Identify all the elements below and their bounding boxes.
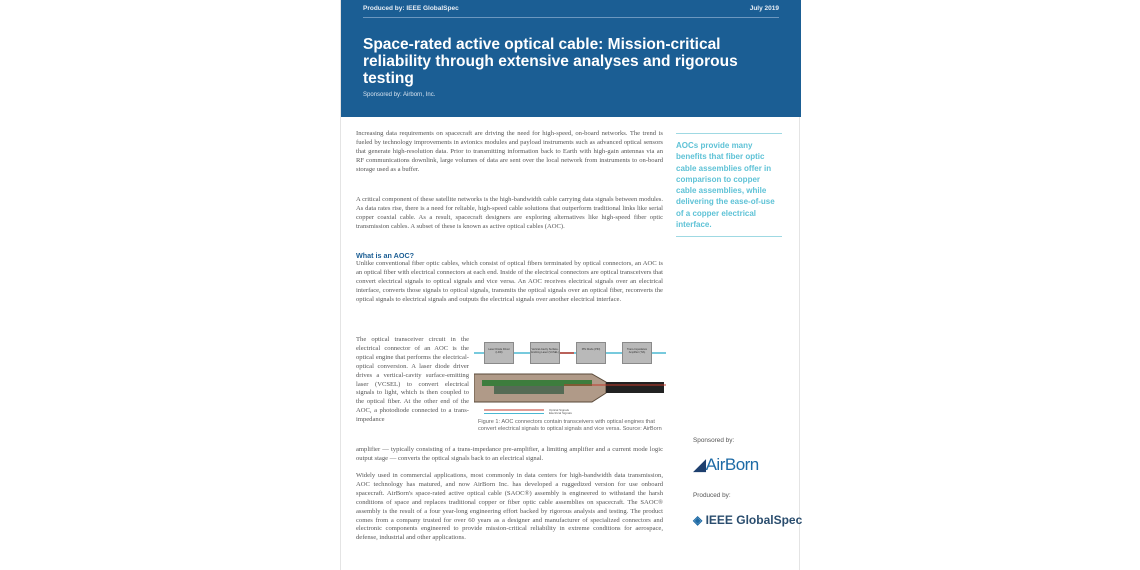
legend-optical: Optical Signals [549,408,570,412]
legend-electrical: Electrical Signals [549,411,572,415]
page-title: Space-rated active optical cable: Mission-critical reliability through extensive analyses and rigorous testing [363,36,738,87]
airborn-logo: ◢AirBorn [693,455,759,474]
paragraph-4-wrap: The optical transceiver circuit in the electrical connector of an AOC is the optical engine that performs the electrical-optical conversion. A laser diode driver drives a vertical-cavity surface-emitting laser (VCSEL) to convert electrical signals to light, which is then coupled to the optical fiber. At the other end of the AOC, a photodiode connected to a trans-impedance [356,336,469,424]
pullquote: AOCs provide many benefits that fiber optic cable assemblies offer in comparison to copper cable assemblies, while delivering the ease-of-use of a copper electrical interface. [676,133,782,237]
diagram-box-ldd: Laser Diode Driver (LDD) [484,342,514,364]
diagram-box-tia: Trans-Impedance Amplifier (TIA) [622,342,652,364]
paragraph-3: Unlike conventional fiber optic cables, which consist of optical fibers terminated by optical connectors, an AOC is an optical fiber with electrical connectors at each end. Inside of the electrical connectors are optical transceivers that convert electrical signals to optical signals and vice versa. An AOC receives electrical signals over an electrical interface, converts those signals to optical signals, transmits the optical signals over an optical fiber, reconverts the optical signals to electrical signals and outputs the electrical signals over another electrical interface. [356,260,663,303]
sponsored-label: Sponsored by: [693,437,735,444]
paragraph-4-cont: amplifier — typically consisting of a trans-impedance pre-amplifier, a limiting amplifier and a current mode logic output stage — converts the optical signals back to an electrical signal. [356,446,663,462]
sponsored-by: Sponsored by: Airborn, Inc. [363,92,436,98]
paragraph-5: Widely used in commercial applications, most commonly in data centers for high-bandwidth data transmission, AOC technology has matured, and now AirBorn Inc. has developed a ruggedized version for use onboard spacecraft. AirBorn's space-rated active optical cable (SAOC®) assembly is engineered to withstand the harsh conditions of space and replaces traditional copper or fiber optic cable assemblies on spacecraft. The SAOC® assembly is the result of a four year-long engineering effort backed by rigorous analysis and testing. The product comes from a company trusted for over 60 years as a designer and manufacturer of specialized connectors and electronic components engineered to provide mission-critical reliability in extreme conditions for aerospace, defense, industrial and other applications. [356,472,663,542]
header-banner [341,0,801,117]
diagram-box-pin: PIN Diode (PIN) [576,342,606,364]
divider [363,17,779,18]
figure-caption: Figure 1: AOC connectors contain transceivers with optical engines that convert electrical signals to optical signals and vice versa. Source: AirBorn [478,419,662,433]
date: July 2019 [749,5,779,12]
diagram-box-vcsel: Vertical-Cavity Surface-Emitting Laser (VCSEL) [530,342,560,364]
section-heading: What is an AOC? [356,251,415,260]
paragraph-1: Increasing data requirements on spacecraft are driving the need for high-speed, on-board networks. The trend is fueled by technology improvements in avionics modules and payload instruments such as advanced optical sensors that generate high-resolution data. Prior to transmitting information back to Earth with high-gain antennas via an RF communications downlink, large volumes of data are sent over the local network from instruments to on-board storage used as a buffer. [356,130,663,173]
paragraph-2: A critical component of these satellite networks is the high-bandwidth cable carrying data signals between modules. As data rates rise, there is a need for reliable, high-speed cable solutions that outperform traditional links like serial copper coaxial cable. As a result, spacecraft designers are exploring alternatives like high-speed fiber optic transmission cables. A subset of these is known as active optical cables (AOC). [356,196,663,230]
produced-label: Produced by: [693,492,731,499]
produced-by: Produced by: IEEE GlobalSpec [363,5,459,12]
document-page [340,0,803,570]
globalspec-logo: ◈ IEEE GlobalSpec [693,513,803,527]
globalspec-logo-text: IEEE GlobalSpec [705,513,803,527]
